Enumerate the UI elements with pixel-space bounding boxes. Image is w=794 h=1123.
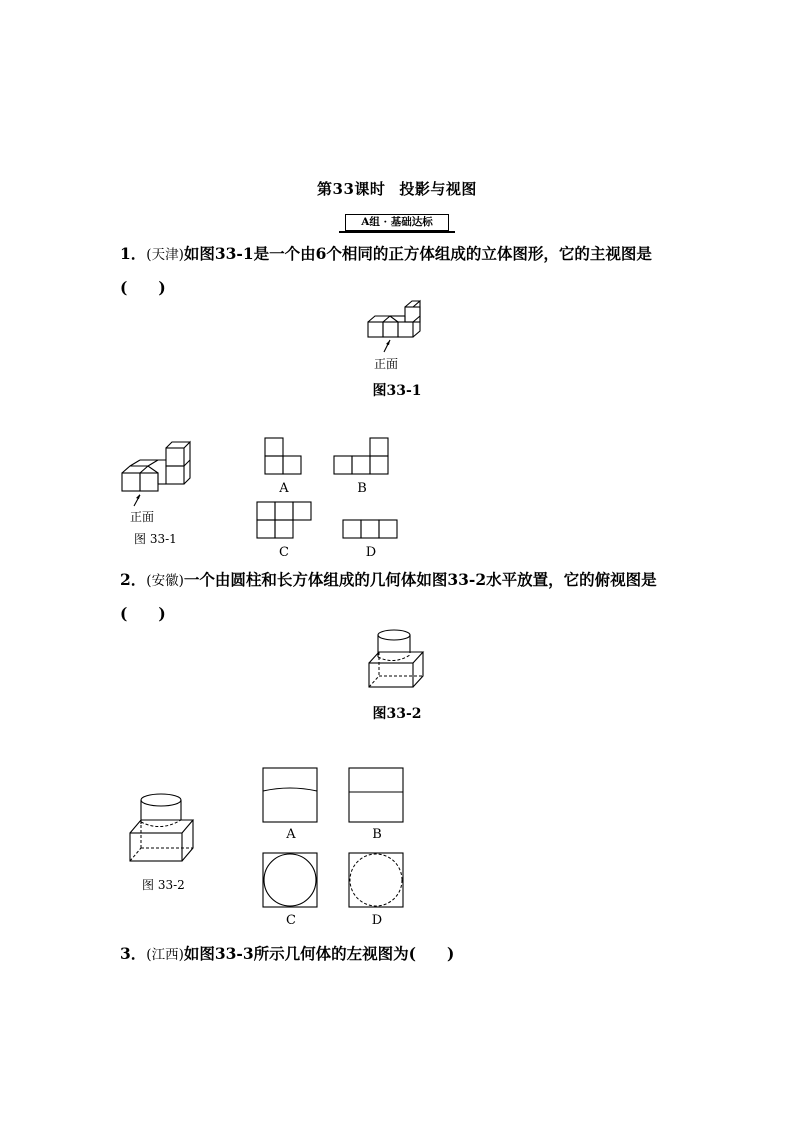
- question-3-number: 3．: [120, 944, 147, 963]
- figure-33-2-small-caption: 图 33-2: [142, 878, 185, 892]
- q2-option-b-label[interactable]: B: [372, 827, 382, 842]
- q1-option-a-view: [264, 437, 304, 477]
- q1-option-c-label[interactable]: C: [279, 545, 289, 560]
- question-3-text: 如图33-3所示几何体的左视图为( ): [183, 944, 455, 963]
- question-2-answer-blank: ( ): [120, 604, 166, 623]
- q2-option-d-view: [348, 852, 406, 910]
- q2-option-a-label[interactable]: A: [286, 827, 296, 842]
- figure-33-1-caption: 图33-1: [372, 383, 422, 399]
- q1-option-c-view: [256, 501, 316, 541]
- question-3-source: (江西): [146, 947, 184, 963]
- page-title: [0, 178, 794, 199]
- lesson-topic: 投影与视图: [399, 180, 477, 198]
- lesson-number: 第33课时: [317, 180, 386, 198]
- q2-option-c-label[interactable]: C: [286, 913, 296, 928]
- front-label-small: 正面: [130, 510, 155, 524]
- q2-option-c-view: [262, 852, 320, 910]
- question-1-answer-blank: ( ): [120, 278, 166, 297]
- figure-33-1-large: [360, 296, 440, 366]
- q1-option-b-label[interactable]: B: [357, 481, 367, 496]
- question-2-source: (安徽): [146, 573, 184, 589]
- q1-option-b-view: [333, 437, 393, 477]
- figure-33-1-small-caption: 图 33-1: [134, 532, 177, 546]
- question-1-source: (天津): [146, 247, 184, 263]
- question-1-text: 如图33-1是一个由6个相同的正方体组成的立体图形，它的主视图是: [183, 244, 652, 263]
- q1-option-d-view: [342, 519, 402, 541]
- q1-option-d-label[interactable]: D: [365, 545, 377, 560]
- front-label-large: 正面: [374, 357, 399, 371]
- question-2-number: 2．: [120, 570, 147, 589]
- question-3: [120, 944, 700, 965]
- q2-option-d-label[interactable]: D: [371, 913, 383, 928]
- question-1: [120, 244, 700, 265]
- question-1-number: 1．: [120, 244, 147, 263]
- figure-33-2-small: [126, 790, 196, 865]
- question-2: [120, 570, 700, 591]
- question-2-text: 一个由圆柱和长方体组成的几何体如图33-2水平放置，它的俯视图是: [183, 570, 657, 589]
- figure-33-2-large: [364, 625, 434, 695]
- q2-option-a-view: [262, 767, 320, 825]
- q2-option-b-view: [348, 767, 406, 825]
- q1-option-a-label[interactable]: A: [279, 481, 289, 496]
- group-label: [339, 213, 455, 233]
- group-label-text: A组 · 基础达标: [345, 214, 449, 231]
- figure-33-2-caption: 图33-2: [372, 706, 422, 722]
- figure-33-1-small: [118, 440, 198, 510]
